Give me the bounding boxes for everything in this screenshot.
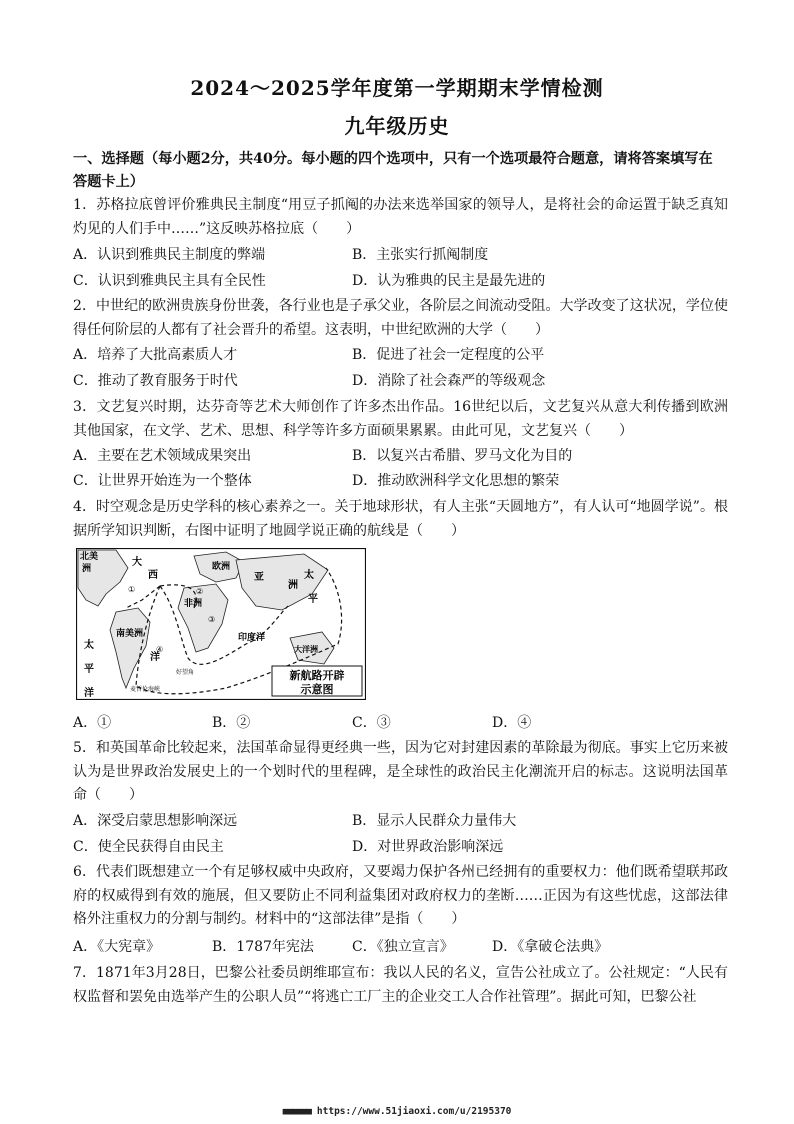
map-label-europe: 欧洲 [212,562,231,572]
map-label-pacific-right-1: 太 [304,570,314,581]
section-heading: 一、选择题（每小题2分，共40分。每小题的四个选项中，只有一个选项最符合题意，请将答案填写在答题卡上） [73,151,713,190]
map-route-1: ① [128,585,136,594]
question-4-option-b: B．② [212,715,251,731]
map-label-atlantic-1: 大 [132,557,142,568]
question-2-options-row-1 [73,344,728,368]
question-2-option-c: C．推动了教育服务于时代 [73,373,238,389]
question-3-option-a: A．主要在艺术领域成果突出 [73,448,252,464]
question-5-options-row-2 [73,836,728,860]
map-label-pacific-left-1: 太 [84,640,94,651]
question-6-option-a: A．《大宪章》 [73,939,161,955]
question-2-options-row-2 [73,370,728,394]
map-route-2: ② [196,587,204,596]
question-4-option-d: D．④ [492,715,532,731]
question-1-option-c: C．认识到雅典民主具有全民性 [73,273,266,289]
question-5-option-a: A．深受启蒙思想影响深远 [73,813,238,829]
question-1-option-d: D．认为雅典的民主是最先进的 [352,273,546,289]
question-2-option-d: D．消除了社会森严的等级观念 [352,373,546,389]
map-label-south-america: 南美洲 [116,629,144,639]
map-label-north-america-1: 北美 [80,552,99,562]
question-1-option-b: B．主张实行抓阄制度 [352,247,489,263]
question-6-stem: 6．代表们既想建立一个有足够权威中央政府，又要竭力保护各州已经拥有的重要权力：他们既希望联邦政府的权威得到有效的施展，但又要防止不同利益集团对政府权力的垄断……正因为有这些忧虑，这部法律格外注重权力的分割与制约。材料中的“这部法律”是指（ ） [73,864,728,927]
map-label-indian-ocean: 印度洋 [238,633,266,643]
map-label-ocean-west: 洋 [150,652,160,663]
footer-url[interactable]: https://www.51jiaoxi.com/u/2195370 [316,1106,512,1117]
question-3-stem: 3．文艺复兴时期，达芬奇等艺术大师创作了许多杰出作品。16世纪以后，文艺复兴从意大利传播到欧洲其他国家，在文学、艺术、思想、科学等许多方面硕果累累。由此可见，文艺复兴（ ） [73,399,728,439]
question-6-option-c: C．《独立宣言》 [352,939,454,955]
question-1-options-row-1 [73,244,728,268]
question-3-options-row-2 [73,470,728,494]
map-label-oceania: 大洋洲 [294,644,318,654]
question-5-option-d: D．对世界政治影响深远 [352,839,504,855]
question-1-option-a: A．认识到雅典民主制度的弊端 [73,247,266,263]
question-6-option-d: D．《拿破仑法典》 [492,939,609,955]
map-label-north-america-2: 洲 [82,564,92,574]
footer [0,1106,794,1117]
question-2-option-b: B．促进了社会一定程度的公平 [352,347,545,363]
question-4-option-c: C．③ [352,715,391,731]
map-route-3: ③ [208,615,216,624]
map-caption-line-1: 新航路开辟 [289,669,345,682]
new-sea-routes-map [76,548,366,700]
map-route-4: ④ [156,645,164,654]
question-7-stem: 7．1871年3月28日，巴黎公社委员朗维耶宣布：我以人民的名义，宣告公社成立了。公社规定：“人民有权监督和罢免由选举产生的公职人员”“将逃亡工厂主的企业交工人合作社管理”。据此可知，巴黎公社 [73,965,728,1005]
question-3-option-b: B．以复兴古希腊、罗马文化为目的 [352,448,573,464]
question-6-options [73,936,728,960]
question-5-stem: 5．和英国革命比较起来，法国革命显得更经典一些，因为它对封建因素的革除最为彻底。事实上它历来被认为是世界政治发展史上的一个划时代的里程碑，是全球性的政治民主化潮流开启的标志。这说明法国革命（ ） [73,740,728,803]
question-4-stem: 4．时空观念是历史学科的核心素养之一。关于地球形状，有人主张“天圆地方”，有人认可“地圆学说”。根据所学知识判断，右图中证明了地圆学说正确的航线是（ ） [73,499,728,539]
map-label-pacific-left-3: 洋 [84,688,94,699]
question-5-option-c: C．使全民获得自由民主 [73,839,224,855]
question-5-option-b: B．显示人民群众力量伟大 [352,813,517,829]
map-label-asia-1: 亚 [254,572,264,583]
map-label-africa: 非洲 [184,599,203,609]
map-label-pacific-right-2: 平 [308,594,318,605]
question-2-stem: 2．中世纪的欧洲贵族身份世袭，各行业也是子承父业，各阶层之间流动受阻。大学改变了这状况，学位使得任何阶层的人都有了社会晋升的希望。这表明，中世纪欧洲的大学（ ） [73,298,728,338]
question-4-options [73,712,728,736]
exam-subtitle: 九年级历史 [344,114,450,138]
map-label-cape: 好望角 [176,669,195,676]
map-label-atlantic-2: 西 [148,570,158,581]
question-1-options-row-2 [73,270,728,294]
footer-tag: ■■■■■■ [282,1106,311,1117]
map-label-strait: 麦哲伦海峡 [130,686,161,693]
map-label-asia-2: 洲 [288,580,298,591]
question-2-option-a: A．培养了大批高素质人才 [73,347,238,363]
question-4-option-a: A．① [73,715,112,731]
question-3-option-d: D．推动欧洲科学文化思想的繁荣 [352,473,560,489]
map-label-pacific-left-2: 平 [84,664,94,675]
map-caption-line-2: 示意图 [300,683,334,696]
question-3-options-row-1 [73,445,728,469]
question-3-option-c: C．让世界开始连为一个整体 [73,473,252,489]
question-6-option-b: B．1787年宪法 [212,939,314,955]
exam-title: 2024～2025学年度第一学期期末学情检测 [190,76,604,100]
question-5-options-row-1 [73,810,728,834]
question-1-stem: 1．苏格拉底曾评价雅典民主制度“用豆子抓阄的办法来选举国家的领导人，是将社会的命运置于缺乏真知灼见的人们手中……”这反映苏格拉底（ ） [73,197,728,237]
